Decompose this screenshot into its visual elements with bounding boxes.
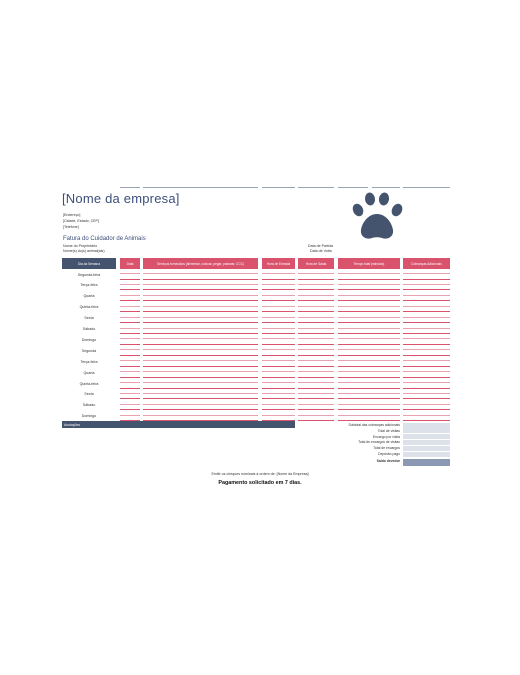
row-divider[interactable]: [403, 388, 450, 389]
row-divider-light: [298, 415, 334, 416]
row-divider-light: [143, 306, 258, 307]
row-divider-light: [403, 415, 450, 416]
row-divider[interactable]: [338, 355, 400, 356]
row-divider[interactable]: [143, 300, 258, 301]
weekday-label: Sábado: [82, 327, 96, 331]
company-name: [Nome da empresa]: [62, 191, 180, 206]
row-divider-light: [262, 338, 295, 339]
row-divider-light: [120, 306, 140, 307]
weekday-label: Sexta: [84, 316, 94, 321]
row-divider-light: [262, 306, 295, 307]
row-divider[interactable]: [143, 333, 258, 334]
row-divider[interactable]: [298, 388, 334, 389]
row-divider[interactable]: [338, 333, 400, 334]
row-divider[interactable]: [403, 409, 450, 410]
payment-terms: Pagamento solicitado em 7 dias.: [218, 480, 302, 486]
row-divider-light: [120, 295, 140, 296]
top-rule: [403, 187, 450, 188]
row-divider[interactable]: [338, 366, 400, 367]
summary-label: Total de visitas: [377, 428, 400, 433]
row-divider[interactable]: [338, 377, 400, 378]
row-divider-light: [338, 328, 400, 329]
row-divider-light: [262, 393, 295, 394]
row-divider[interactable]: [143, 322, 258, 323]
row-divider-light: [143, 338, 258, 339]
row-divider-light: [338, 306, 400, 307]
summary-value-field[interactable]: [403, 428, 450, 433]
header-services: Serviços fornecidos (alimentar, colocar, pegar, passear, CCC): [143, 258, 258, 269]
row-divider-light: [143, 404, 258, 405]
row-divider[interactable]: [120, 344, 140, 345]
row-divider[interactable]: [143, 388, 258, 389]
row-divider-light: [338, 393, 400, 394]
row-divider[interactable]: [262, 300, 295, 301]
row-divider-light: [403, 273, 450, 274]
row-divider-light: [262, 404, 295, 405]
weekday-label: Quinta-feira: [79, 381, 99, 386]
row-divider[interactable]: [298, 366, 334, 367]
summary-value-field[interactable]: [403, 434, 450, 439]
row-divider[interactable]: [403, 377, 450, 378]
summary-label: Total de encargos de visitas: [358, 440, 400, 445]
row-divider[interactable]: [120, 388, 140, 389]
summary-label: Subtotal das cobranças adicionais: [348, 423, 400, 427]
top-rule: [262, 187, 295, 188]
row-divider[interactable]: [298, 333, 334, 334]
row-divider-light: [262, 295, 295, 296]
row-divider-light: [262, 349, 295, 350]
row-divider-light: [120, 382, 140, 383]
row-divider-light: [143, 393, 258, 394]
row-divider[interactable]: [338, 289, 400, 290]
header-total-time: Tempo total (minutos): [338, 258, 400, 269]
row-divider-light: [262, 328, 295, 329]
row-divider-light: [298, 338, 334, 339]
row-divider-light: [262, 382, 295, 383]
row-divider[interactable]: [298, 398, 334, 399]
row-divider[interactable]: [262, 377, 295, 378]
row-divider[interactable]: [298, 279, 334, 280]
row-divider-light: [403, 284, 450, 285]
row-divider-light: [403, 306, 450, 307]
row-divider-light: [120, 349, 140, 350]
row-divider[interactable]: [120, 366, 140, 367]
row-divider-light: [403, 328, 450, 329]
row-divider[interactable]: [298, 420, 334, 421]
row-divider[interactable]: [338, 398, 400, 399]
row-divider[interactable]: [143, 311, 258, 312]
row-divider[interactable]: [338, 300, 400, 301]
row-divider[interactable]: [403, 279, 450, 280]
weekday-label: Domingo: [81, 414, 97, 419]
company-city: [Cidade, Estado, CEP]: [63, 219, 99, 223]
row-divider-light: [403, 371, 450, 372]
row-divider[interactable]: [143, 409, 258, 410]
row-divider[interactable]: [262, 355, 295, 356]
header-date: Data: [120, 258, 140, 269]
row-divider[interactable]: [403, 366, 450, 367]
row-divider-light: [120, 328, 140, 329]
row-divider-light: [120, 338, 140, 339]
row-divider-light: [338, 317, 400, 318]
row-divider[interactable]: [298, 377, 334, 378]
row-divider[interactable]: [298, 311, 334, 312]
row-divider-light: [143, 360, 258, 361]
row-divider[interactable]: [403, 311, 450, 312]
row-divider-light: [403, 317, 450, 318]
row-divider-light: [298, 317, 334, 318]
row-divider[interactable]: [143, 289, 258, 290]
row-divider[interactable]: [298, 409, 334, 410]
row-divider-light: [143, 273, 258, 274]
row-divider[interactable]: [403, 420, 450, 421]
row-divider-light: [120, 415, 140, 416]
row-divider[interactable]: [262, 388, 295, 389]
row-divider[interactable]: [403, 398, 450, 399]
row-divider-light: [338, 349, 400, 350]
row-divider-light: [298, 273, 334, 274]
row-divider-light: [262, 360, 295, 361]
row-divider[interactable]: [298, 344, 334, 345]
row-divider[interactable]: [262, 398, 295, 399]
top-rule: [372, 187, 400, 188]
company-phone: [Telefone]: [63, 225, 79, 229]
row-divider-light: [403, 338, 450, 339]
row-divider-light: [403, 360, 450, 361]
row-divider-light: [262, 273, 295, 274]
row-divider[interactable]: [143, 398, 258, 399]
row-divider-light: [298, 328, 334, 329]
header-additional-charges: Cobranças Adicionais: [403, 258, 450, 269]
row-divider[interactable]: [120, 355, 140, 356]
row-divider-light: [298, 371, 334, 372]
row-divider-light: [298, 349, 334, 350]
row-divider[interactable]: [262, 279, 295, 280]
row-divider[interactable]: [298, 322, 334, 323]
row-divider[interactable]: [120, 300, 140, 301]
top-rule: [298, 187, 334, 188]
summary-label: Total de encargos: [373, 446, 400, 451]
row-divider[interactable]: [143, 377, 258, 378]
row-divider[interactable]: [120, 398, 140, 399]
row-divider[interactable]: [120, 377, 140, 378]
top-rule: [120, 187, 140, 188]
row-divider[interactable]: [143, 366, 258, 367]
row-divider[interactable]: [120, 311, 140, 312]
row-divider-light: [298, 360, 334, 361]
row-divider-light: [338, 284, 400, 285]
weekday-label: Terça-feira: [80, 283, 98, 288]
row-divider-light: [338, 295, 400, 296]
row-divider-light: [298, 382, 334, 383]
row-divider[interactable]: [143, 355, 258, 356]
row-divider-light: [403, 382, 450, 383]
row-divider-light: [120, 360, 140, 361]
row-divider-light: [403, 404, 450, 405]
row-divider[interactable]: [338, 344, 400, 345]
row-divider[interactable]: [298, 289, 334, 290]
row-divider[interactable]: [403, 344, 450, 345]
top-rule: [143, 187, 258, 188]
row-divider[interactable]: [338, 311, 400, 312]
row-divider-light: [298, 284, 334, 285]
row-divider-light: [338, 273, 400, 274]
row-divider[interactable]: [120, 322, 140, 323]
weekday-label: Segunda: [81, 348, 97, 353]
row-divider[interactable]: [262, 322, 295, 323]
row-divider[interactable]: [120, 409, 140, 410]
departure-date-label: Data de Partida: [308, 244, 333, 248]
row-divider-light: [403, 349, 450, 350]
summary-value-field[interactable]: [403, 446, 450, 451]
row-divider[interactable]: [338, 420, 400, 421]
row-divider[interactable]: [338, 279, 400, 280]
pets-label: Nome(s) do(s) animal(ais): [63, 249, 105, 253]
row-divider-light: [143, 328, 258, 329]
row-divider-light: [338, 404, 400, 405]
row-divider[interactable]: [403, 300, 450, 301]
row-divider-light: [120, 317, 140, 318]
row-divider[interactable]: [262, 289, 295, 290]
row-divider-light: [298, 295, 334, 296]
row-divider-light: [143, 371, 258, 372]
row-divider-light: [262, 371, 295, 372]
row-divider-light: [262, 284, 295, 285]
row-divider-light: [262, 317, 295, 318]
return-date-label: Data de Volta: [310, 249, 332, 253]
paw-print-icon: [346, 190, 408, 242]
weekday-label: Sábado: [82, 403, 96, 408]
weekday-label: Sexta: [84, 392, 94, 397]
row-divider[interactable]: [403, 289, 450, 290]
row-divider-light: [120, 273, 140, 274]
row-divider[interactable]: [143, 344, 258, 345]
row-divider[interactable]: [143, 279, 258, 280]
company-address: [Endereço]: [63, 213, 81, 217]
row-divider-light: [143, 415, 258, 416]
top-rule: [338, 187, 368, 188]
row-divider-light: [120, 284, 140, 285]
row-divider-light: [143, 382, 258, 383]
row-divider[interactable]: [338, 322, 400, 323]
row-divider-light: [298, 393, 334, 394]
payable-note: Emitir os cheques nominais à ordem de: [Nome da Empresa]: [211, 472, 309, 476]
row-divider[interactable]: [120, 279, 140, 280]
summary-label: Depósito pago: [378, 452, 400, 456]
summary-label: Saldo devedor: [376, 459, 400, 464]
row-divider-light: [143, 317, 258, 318]
row-divider[interactable]: [262, 311, 295, 312]
header-weekday: Dia da Semana: [62, 258, 116, 269]
row-divider[interactable]: [403, 322, 450, 323]
row-divider-light: [120, 393, 140, 394]
row-divider-light: [403, 393, 450, 394]
row-divider-light: [120, 404, 140, 405]
row-divider-light: [143, 349, 258, 350]
row-divider-light: [338, 371, 400, 372]
notes-bar: Anotações: [62, 421, 295, 428]
summary-value-field[interactable]: [403, 459, 450, 466]
summary-value-field[interactable]: [403, 440, 450, 445]
invoice-title: Fatura do Cuidador de Animais: [63, 236, 146, 242]
row-divider-light: [262, 415, 295, 416]
weekday-label: Quarta: [83, 370, 95, 375]
row-divider[interactable]: [403, 333, 450, 334]
row-divider-light: [298, 404, 334, 405]
row-divider-light: [338, 382, 400, 383]
row-divider-light: [143, 295, 258, 296]
row-divider[interactable]: [298, 355, 334, 356]
row-divider[interactable]: [338, 409, 400, 410]
weekday-label: Domingo: [81, 337, 97, 342]
weekday-label: Quinta-feira: [79, 305, 99, 310]
row-divider[interactable]: [120, 289, 140, 290]
row-divider[interactable]: [262, 344, 295, 345]
header-time-in: Hora de Entrada: [262, 258, 295, 269]
row-divider-light: [338, 338, 400, 339]
owner-label: Nome do Proprietário: [63, 244, 98, 248]
row-divider[interactable]: [262, 409, 295, 410]
weekday-label: Segunda-feira: [77, 272, 101, 277]
row-divider-light: [120, 371, 140, 372]
summary-value-field[interactable]: [403, 452, 450, 457]
header-time-out: Hora de Saída: [298, 258, 334, 269]
row-divider[interactable]: [262, 333, 295, 334]
summary-value-field[interactable]: [403, 423, 450, 428]
row-divider[interactable]: [403, 355, 450, 356]
summary-label: Encargo por visita: [372, 434, 400, 439]
row-divider-light: [338, 415, 400, 416]
weekday-label: Terça-feira: [80, 359, 98, 364]
row-divider[interactable]: [262, 366, 295, 367]
row-divider-light: [338, 360, 400, 361]
row-divider[interactable]: [120, 333, 140, 334]
row-divider-light: [403, 295, 450, 296]
row-divider[interactable]: [298, 300, 334, 301]
weekday-label: Quarta: [83, 294, 95, 299]
row-divider-light: [143, 284, 258, 285]
row-divider-light: [298, 306, 334, 307]
row-divider[interactable]: [338, 388, 400, 389]
